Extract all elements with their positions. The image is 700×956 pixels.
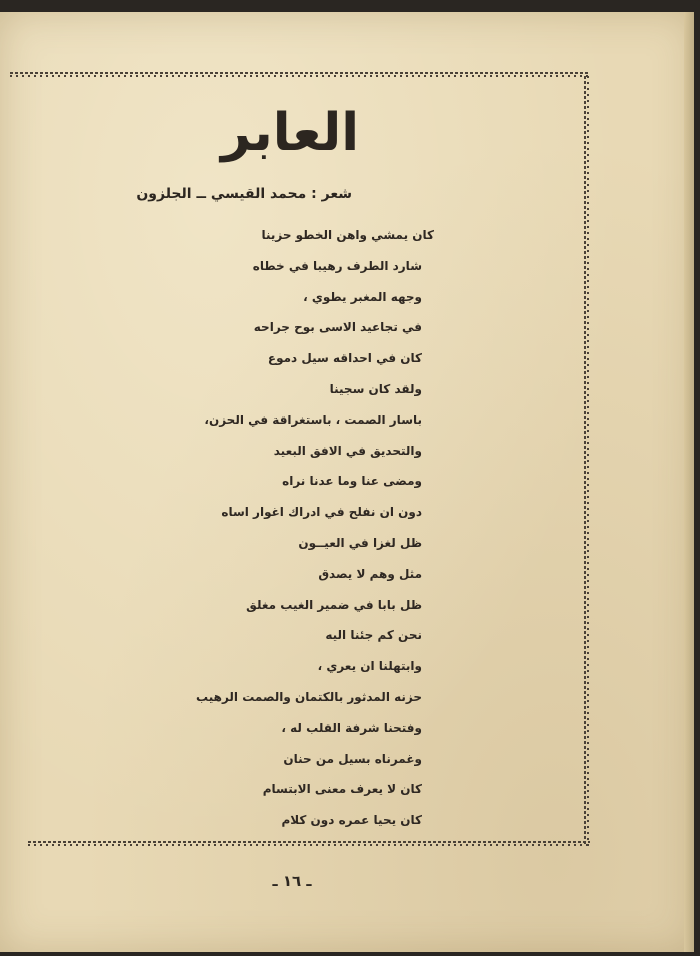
poem-line: دون ان نفلح في ادراك اغوار اساه — [221, 505, 422, 520]
poem-line: حزنه المدثور بالكتمان والصمت الرهيب — [196, 689, 422, 704]
poem-line: كان لا يعرف معنى الابتسام — [262, 782, 422, 797]
poem-line: مثل وهم لا يصدق — [318, 566, 422, 581]
poem-title: العابر — [220, 103, 360, 163]
poem-line: ولقد كان سجينا — [329, 381, 422, 396]
poem-body — [102, 220, 434, 836]
poem-line: كان في احداقه سيل دموع — [267, 351, 422, 366]
border-bottom — [28, 841, 590, 846]
poem-line: ظل لغزا في العيــون — [298, 535, 422, 550]
poem-line: ظل بابا في ضمير الغيب مغلق — [246, 597, 422, 612]
poem-line: ومضى عنا وما عدنا نراه — [282, 474, 422, 489]
poem-line: في تجاعيد الاسى بوح جراحه — [253, 320, 422, 335]
poem-line: وغمرناه بسيل من حنان — [283, 751, 422, 766]
poem-byline: شعر : محمد القيسي ــ الجلزون — [136, 186, 352, 202]
page-number: ـ ١٦ ـ — [272, 872, 312, 890]
magazine-page — [0, 12, 694, 952]
poem-line: وفتحنا شرفة القلب له ، — [281, 720, 422, 735]
poem-line: باسار الصمت ، باستغراقة في الحزن، — [204, 412, 422, 427]
poem-line: وابتهلنا ان يعري ، — [317, 659, 422, 674]
poem-line: كان يمشي واهن الخطو حزينا — [261, 228, 434, 242]
poem-line: والتحديق في الافق البعيد — [273, 443, 422, 458]
border-right — [584, 76, 589, 846]
poem-line: نحن كم جئنا اليه — [325, 628, 422, 643]
page-edge — [684, 12, 694, 952]
border-top — [10, 72, 590, 77]
poem-line: وجهه المغبر يطوي ، — [303, 289, 422, 304]
poem-line: شارد الطرف رهيبا في خطاه — [252, 258, 422, 273]
poem-line: كان يحيا عمره دون كلام — [281, 813, 422, 828]
